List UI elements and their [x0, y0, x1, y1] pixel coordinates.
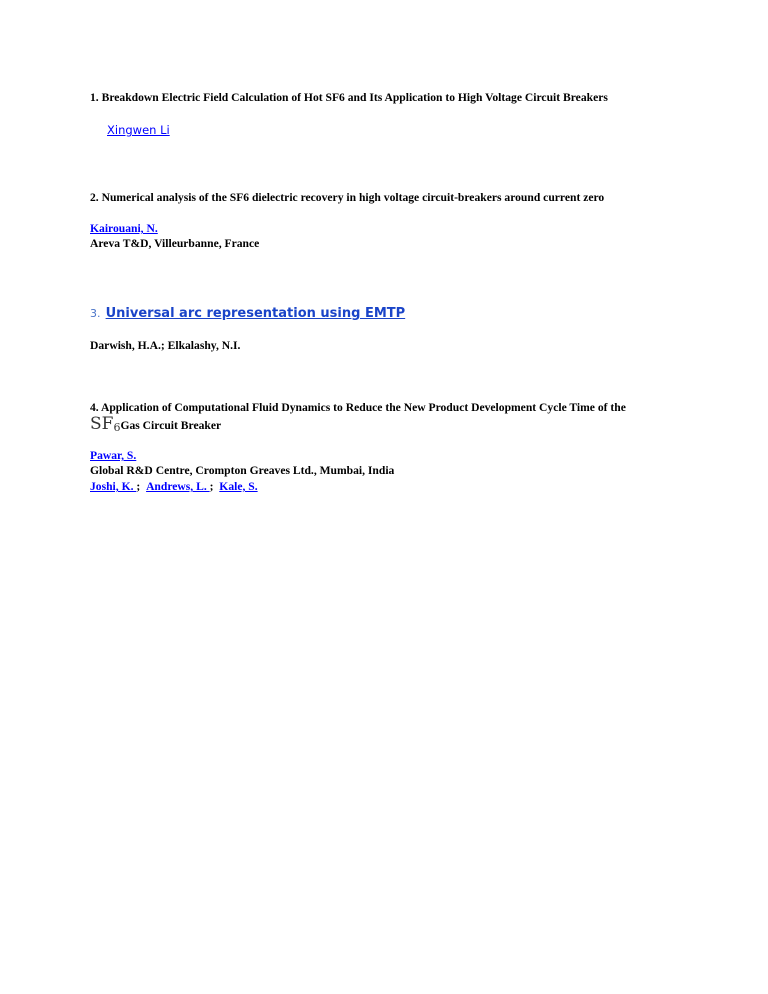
- sf-formula-text: SF: [90, 414, 114, 434]
- entry-1-author-link[interactable]: Xingwen Li: [107, 123, 170, 137]
- sf-formula-subscript: 6: [113, 421, 121, 434]
- entry-3-title-line: [90, 302, 405, 321]
- entry-3-number: 3.: [90, 307, 101, 320]
- entry-1-author-line: [107, 123, 170, 137]
- entry-1-title: 1. Breakdown Electric Field Calculation of Hot SF6 and Its Application to High Voltage Circuit Breakers: [90, 91, 608, 104]
- entry-4-coauthors: [90, 480, 258, 493]
- coauthor-link-joshi[interactable]: Joshi, K.: [90, 480, 137, 493]
- entry-2-author-line: [90, 222, 158, 235]
- entry-2-title: 2. Numerical analysis of the SF6 dielectric recovery in high voltage circuit-breakers around current zero: [90, 191, 605, 204]
- entry-4-title-line-2: [90, 414, 221, 434]
- entry-3-authors: Darwish, H.A.; Elkalashy, N.I.: [90, 339, 241, 352]
- coauthor-separator: ;: [209, 480, 214, 493]
- entry-4-author-link[interactable]: Pawar, S.: [90, 449, 137, 462]
- coauthor-separator: ;: [136, 480, 141, 493]
- entry-4-title-line-1: 4. Application of Computational Fluid Dynamics to Reduce the New Product Development Cycle Time of the: [90, 401, 626, 414]
- entry-4-affiliation: Global R&D Centre, Crompton Greaves Ltd., Mumbai, India: [90, 464, 395, 477]
- entry-3-title-link[interactable]: Universal arc representation using EMTP: [105, 306, 406, 321]
- entry-4-author-line: [90, 449, 136, 462]
- coauthor-link-kale[interactable]: Kale, S.: [219, 480, 258, 493]
- entry-4-title-rest: Gas Circuit Breaker: [120, 419, 222, 432]
- entry-2-author-link[interactable]: Kairouani, N.: [90, 222, 158, 235]
- coauthor-link-andrews[interactable]: Andrews, L.: [146, 480, 210, 493]
- entry-2-affiliation: Areva T&D, Villeurbanne, France: [90, 237, 260, 250]
